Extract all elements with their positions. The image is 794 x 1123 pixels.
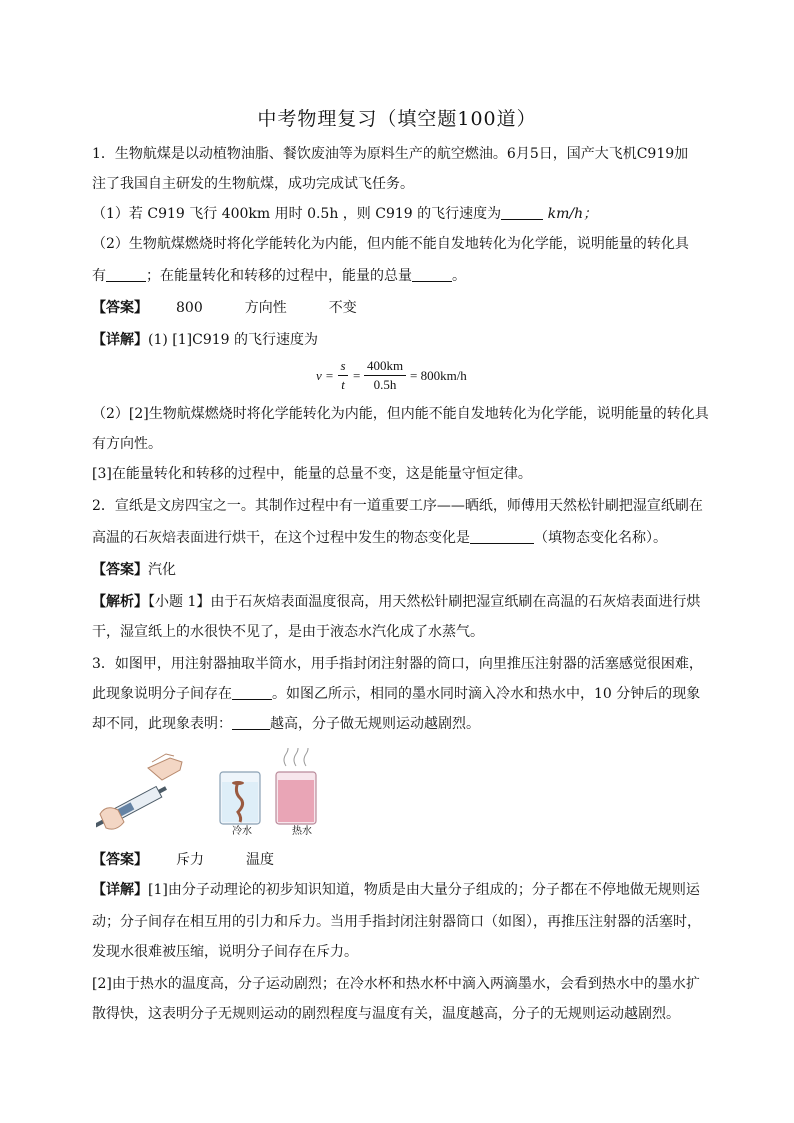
q1-line-2: 注了我国自主研发的生物航煤，成功完成试飞任务。 <box>92 176 414 192</box>
q2-answer-line <box>92 560 712 580</box>
formula-t: t <box>341 377 345 392</box>
q1-blank-1 <box>501 205 543 220</box>
q1-line-3 <box>92 204 712 224</box>
q1-sub2-text-c: 。 <box>452 268 466 284</box>
q3-text-c: 却不同，此现象表明： <box>92 716 232 732</box>
fraction-bar <box>338 375 348 376</box>
q2-text-a: 高温的石灰焙表面进行烘干，在这个过程中发生的物态变化是 <box>92 530 470 546</box>
q3-line-2 <box>92 684 712 704</box>
q1-answer-3: 不变 <box>328 300 357 316</box>
q1-sub2-text-a: 有 <box>92 268 106 284</box>
q1-answer-1: 800 <box>176 300 203 316</box>
q1-detail-line-2: （2）[2]生物航煤燃烧时将化学能转化为内能，但内能不能自发地转化为化学能，说明能量的转化具 <box>92 406 709 422</box>
q1-blank-2 <box>106 267 146 282</box>
formula-s: s <box>340 358 346 373</box>
q1-line-5 <box>92 266 712 286</box>
formula-result: = 800km/h <box>410 368 467 383</box>
q2-line-2 <box>92 528 712 548</box>
hot-water-label: 热水 <box>292 826 312 837</box>
q1-sub1-text: （1）若 C919 飞行 400km 用时 0.5h ，则 C919 的飞行速度为 <box>92 206 502 222</box>
q3-detail-line-5: 散得快，这表明分子无规则运动的剧烈程度与温度有关，温度越高，分子的无规则运动越剧烈。 <box>92 1006 680 1022</box>
q3-blank-2 <box>232 715 270 730</box>
formula-fraction-values <box>364 358 406 393</box>
q3-detail-line-2: 动；分子间存在相互用的引力和斥力。当用手指封闭注射器筒口（如图），再推压注射器的活塞时， <box>92 914 701 930</box>
q1-answer-line <box>92 298 712 318</box>
q3-line-3 <box>92 714 712 734</box>
steam-icon <box>284 748 288 766</box>
q2-analysis-line-2: 干，湿宣纸上的水很快不见了，是由于液态水汽化成了水蒸气。 <box>92 624 484 640</box>
analysis-tag: 【解析】 <box>92 594 148 610</box>
q3-answer-1: 斥力 <box>176 852 204 868</box>
answer-tag: 【答案】 <box>92 562 148 578</box>
q1-detail-line-4: [3]在能量转化和转移的过程中，能量的总量不变，这是能量守恒定律。 <box>92 466 532 482</box>
cold-water-label: 冷水 <box>232 826 252 837</box>
q3-detail-text-1: [1]由分子动理论的初步知识知道，物质是由大量分子组成的；分子都在不停地做无规则运 <box>148 882 700 898</box>
formula-numerator: 400km <box>366 358 404 373</box>
q2-text-b: （填物态变化名称）。 <box>534 530 667 546</box>
hot-water-ink <box>278 780 314 822</box>
q3-answer-line <box>92 850 712 870</box>
formula-denominator: 0.5h <box>373 377 397 392</box>
q3-text-a: 此现象说明分子间存在 <box>92 686 232 702</box>
formula-equals: = <box>353 368 361 383</box>
answer-tag: 【答案】 <box>92 852 148 868</box>
q3-text-b: 。如图乙所示，相同的墨水同时滴入冷水和热水中，10 分钟后的现象 <box>272 686 701 702</box>
formula-v: v = <box>316 368 334 383</box>
q1-line-4: （2）生物航煤燃烧时将化学能转化为内能，但内能不能自发地转化为化学能，说明能量的转化具 <box>92 236 689 252</box>
q1-detail-line-3: 有方向性。 <box>92 436 162 452</box>
fraction-bar <box>364 375 406 376</box>
q1-detail-line-1 <box>92 330 712 350</box>
velocity-formula <box>316 356 486 398</box>
q2-line-1: 2．宣纸是文房四宝之一。其制作过程中有一道重要工序——晒纸，师傅用天然松针刷把湿宣纸刷在 <box>92 498 703 514</box>
q3-answer-2: 温度 <box>246 852 274 868</box>
q3-detail-line-3: 发现水很难被压缩，说明分子间存在斥力。 <box>92 944 358 960</box>
page-title: 中考物理复习（填空题100道） <box>257 108 537 130</box>
q1-sub1-unit: km/h； <box>543 206 598 222</box>
q3-detail-line-4: [2]由于热水的温度高，分子运动剧烈；在冷水杯和热水杯中滴入两滴墨水，会看到热水中的墨水扩 <box>92 976 700 992</box>
q3-blank-1 <box>232 685 272 700</box>
detail-tag: 【详解】 <box>92 332 148 348</box>
q1-sub2-text-b: ；在能量转化和转移的过程中，能量的总量 <box>146 268 412 284</box>
q1-line-1: 1．生物航煤是以动植物油脂、餐饮废油等为原料生产的航空燃油。6月5日，国产大飞机C919加 <box>92 146 689 162</box>
q3-text-d: 越高，分子做无规则运动越剧烈。 <box>270 716 480 732</box>
q2-analysis-line-1 <box>92 592 712 612</box>
q1-blank-3 <box>412 267 452 282</box>
q2-blank <box>470 529 534 544</box>
answer-tag: 【答案】 <box>92 300 148 316</box>
detail-tag: 【详解】 <box>92 882 148 898</box>
q3-detail-line-1 <box>92 880 712 900</box>
q2-answer: 汽化 <box>148 562 176 578</box>
q2-analysis-text-1: 【小题 1】由于石灰焙表面温度很高，用天然松针刷把湿宣纸刷在高温的石灰焙表面进行烘 <box>148 594 701 610</box>
q1-detail-text-1: (1) [1]C919 的飞行速度为 <box>148 332 318 348</box>
q3-line-1: 3．如图甲，用注射器抽取半筒水，用手指封闭注射器的筒口，向里推压注射器的活塞感觉很困难， <box>92 656 703 672</box>
q1-answer-2: 方向性 <box>244 300 287 316</box>
formula-fraction-st <box>338 358 348 393</box>
